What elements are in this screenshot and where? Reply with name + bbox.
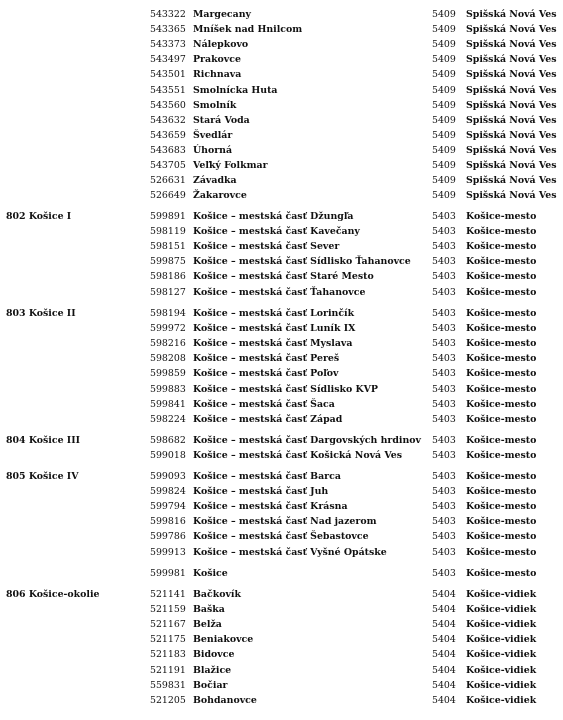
office-name: Košice-mesto: [466, 398, 537, 410]
municipality-name: Margecany: [193, 9, 251, 20]
municipality-name: Richnava: [193, 69, 242, 81]
office-name: Spišská Nová Ves: [466, 129, 557, 141]
office-name: Spišská Nová Ves: [466, 160, 557, 171]
table-row: [0, 448, 563, 463]
municipality-name: Baška: [193, 604, 225, 616]
municipality-name: Košice: [193, 568, 228, 579]
table-row: [0, 545, 563, 560]
municipality-name: Mníšek nad Hnilcom: [193, 24, 303, 36]
municipality-name: Košice – mestská časť Dargovských hrdinov: [193, 435, 421, 446]
municipality-code: 599786: [150, 531, 186, 543]
office-name: Košice-mesto: [466, 338, 537, 350]
table-row: [0, 285, 563, 300]
office-name: Košice-mesto: [466, 450, 537, 462]
table-row: [0, 188, 563, 203]
table-row: [0, 321, 563, 336]
office-code: 5404: [432, 589, 456, 600]
municipality-code: 598224: [150, 413, 186, 425]
municipality-code: 543659: [150, 129, 186, 141]
table-row: [0, 7, 563, 22]
office-code: 5403: [432, 241, 456, 253]
office-name: Spišská Nová Ves: [466, 175, 557, 187]
office-code: 5403: [432, 323, 456, 335]
table-row: [0, 647, 563, 662]
table-row: [0, 209, 563, 224]
office-name: Košice-mesto: [466, 568, 537, 579]
municipality-name: Stará Voda: [193, 114, 250, 126]
municipality-name: Smolník: [193, 99, 237, 111]
office-name: Košice-mesto: [466, 241, 537, 253]
municipality-code: 598208: [150, 353, 186, 365]
municipality-code: 543560: [150, 99, 186, 111]
table-row: [0, 529, 563, 544]
office-name: Košice-vidiek: [466, 694, 537, 706]
office-code: 5409: [432, 24, 456, 36]
municipality-code: 599824: [150, 486, 186, 498]
municipality-name: Košice – mestská časť Staré Mesto: [193, 271, 374, 283]
municipality-code: 599891: [150, 211, 186, 222]
office-code: 5409: [432, 144, 456, 156]
office-name: Košice-mesto: [466, 486, 537, 498]
table-row: [0, 397, 563, 412]
municipality-code: 543683: [150, 144, 186, 156]
office-name: Spišská Nová Ves: [466, 9, 557, 20]
office-code: 5403: [432, 516, 456, 528]
office-code: 5409: [432, 9, 456, 20]
municipality-code: 521167: [150, 619, 186, 631]
municipality-name: Košice – mestská časť Sídlisko Ťahanovce: [193, 256, 411, 268]
municipality-code: 543551: [150, 84, 186, 96]
office-code: 5409: [432, 175, 456, 187]
office-code: 5403: [432, 471, 456, 482]
municipality-code: 599883: [150, 383, 186, 395]
office-name: Spišská Nová Ves: [466, 99, 557, 111]
office-name: Košice-mesto: [466, 413, 537, 425]
municipality-name: Košice – mestská časť Krásna: [193, 501, 348, 513]
office-name: Košice-mesto: [466, 271, 537, 283]
municipality-code: 599875: [150, 256, 186, 268]
table-row: [0, 113, 563, 128]
municipality-code: 598119: [150, 226, 186, 238]
office-code: 5403: [432, 271, 456, 283]
office-name: Spišská Nová Ves: [466, 54, 557, 66]
office-code: 5409: [432, 160, 456, 171]
municipality-name: Košice – mestská časť Západ: [193, 413, 343, 425]
office-name: Košice-mesto: [466, 323, 537, 335]
table-row: [0, 37, 563, 52]
municipality-code: 543705: [150, 160, 186, 171]
municipality-name: Blažice: [193, 664, 232, 676]
table-row: [0, 499, 563, 514]
municipality-code: 526631: [150, 175, 186, 187]
table-row: [0, 469, 563, 484]
table-row: [0, 602, 563, 617]
table-row: [0, 617, 563, 632]
office-code: 5403: [432, 501, 456, 513]
table-row: [0, 693, 563, 708]
municipality-code: 598127: [150, 286, 186, 298]
municipality-code: 521205: [150, 694, 186, 706]
table-row: [0, 254, 563, 269]
table-row: [0, 269, 563, 284]
municipality-name: Žakarovce: [193, 190, 247, 202]
municipality-code: 543501: [150, 69, 186, 81]
municipality-code: 598216: [150, 338, 186, 350]
office-name: Spišská Nová Ves: [466, 190, 557, 202]
municipality-code: 599972: [150, 323, 186, 335]
office-code: 5403: [432, 256, 456, 268]
table-row: [0, 239, 563, 254]
office-code: 5409: [432, 54, 456, 66]
office-code: 5403: [432, 338, 456, 350]
municipality-name: Košice – mestská časť Pereš: [193, 353, 340, 365]
municipality-code: 599816: [150, 516, 186, 528]
office-code: 5404: [432, 694, 456, 706]
office-code: 5403: [432, 368, 456, 380]
office-code: 5403: [432, 308, 456, 319]
office-name: Spišská Nová Ves: [466, 24, 557, 36]
office-code: 5404: [432, 649, 456, 661]
office-name: Košice-mesto: [466, 435, 537, 446]
table-row: [0, 663, 563, 678]
office-code: 5404: [432, 679, 456, 691]
office-name: Košice-mesto: [466, 471, 537, 482]
municipality-code: 599981: [150, 568, 186, 579]
office-name: Košice-mesto: [466, 368, 537, 380]
municipality-name: Košice – mestská časť Luník IX: [193, 323, 356, 335]
office-code: 5404: [432, 619, 456, 631]
table-row: [0, 143, 563, 158]
municipality-code: 543365: [150, 24, 186, 36]
office-code: 5404: [432, 634, 456, 646]
office-code: 5403: [432, 435, 456, 446]
district-label: 803 Košice II: [6, 308, 76, 319]
office-code: 5404: [432, 604, 456, 616]
office-code: 5409: [432, 99, 456, 111]
table-row: [0, 67, 563, 82]
municipality-code: 526649: [150, 190, 186, 202]
municipality-name: Košice – mestská časť Sever: [193, 241, 340, 253]
table-row: [0, 306, 563, 321]
municipality-name: Košice – mestská časť Šaca: [193, 398, 335, 410]
municipality-name: Bačkovík: [193, 589, 241, 600]
table-row: [0, 336, 563, 351]
municipality-code: 521191: [150, 664, 186, 676]
municipality-name: Košice – mestská časť Džungľa: [193, 211, 354, 222]
municipality-name: Bočiar: [193, 679, 228, 691]
district-label: 802 Košice I: [6, 211, 72, 222]
table-row: [0, 98, 563, 113]
office-code: 5409: [432, 69, 456, 81]
municipality-name: Bohdanovce: [193, 694, 257, 706]
office-code: 5403: [432, 568, 456, 579]
office-name: Spišská Nová Ves: [466, 114, 557, 126]
office-code: 5403: [432, 486, 456, 498]
table-row: [0, 128, 563, 143]
municipality-code: 599018: [150, 450, 186, 462]
office-name: Spišská Nová Ves: [466, 69, 557, 81]
municipality-name: Košice – mestská časť Ťahanovce: [193, 286, 366, 298]
municipality-code: 521175: [150, 634, 186, 646]
office-name: Košice-mesto: [466, 531, 537, 543]
office-name: Košice-mesto: [466, 516, 537, 528]
municipality-name: Nálepkovo: [193, 39, 249, 51]
municipality-code: 599913: [150, 546, 186, 558]
municipality-name: Košice – mestská časť Barca: [193, 471, 341, 482]
municipality-code: 521159: [150, 604, 186, 616]
table-row: [0, 22, 563, 37]
office-code: 5403: [432, 353, 456, 365]
municipality-name: Košice – mestská časť Šebastovce: [193, 531, 369, 543]
office-name: Košice-mesto: [466, 383, 537, 395]
office-name: Košice-vidiek: [466, 649, 537, 661]
municipality-name: Veľký Folkmar: [193, 160, 268, 171]
office-code: 5409: [432, 190, 456, 202]
municipality-name: Košice – mestská časť Košická Nová Ves: [193, 450, 403, 462]
office-name: Košice-vidiek: [466, 664, 537, 676]
office-code: 5403: [432, 531, 456, 543]
office-name: Košice-mesto: [466, 353, 537, 365]
table-row: [0, 173, 563, 188]
office-code: 5403: [432, 211, 456, 222]
municipality-code: 599093: [150, 471, 186, 482]
municipality-name: Košice – mestská časť Vyšné Opátske: [193, 546, 387, 558]
office-name: Košice-vidiek: [466, 589, 537, 600]
district-label: 806 Košice-okolie: [6, 589, 100, 600]
office-name: Košice-mesto: [466, 286, 537, 298]
table-row: [0, 433, 563, 448]
district-label: 805 Košice IV: [6, 471, 79, 482]
office-name: Košice-mesto: [466, 256, 537, 268]
office-name: Košice-vidiek: [466, 634, 537, 646]
office-code: 5403: [432, 383, 456, 395]
municipality-name: Košice – mestská časť Kavečany: [193, 226, 360, 238]
table-row: [0, 224, 563, 239]
district-label: 804 Košice III: [6, 435, 80, 446]
office-name: Košice-mesto: [466, 211, 537, 222]
table-row: [0, 158, 563, 173]
table-row: [0, 484, 563, 499]
municipality-code: 543322: [150, 9, 186, 20]
office-code: 5403: [432, 398, 456, 410]
municipality-name: Úhorná: [193, 144, 233, 156]
office-name: Košice-mesto: [466, 501, 537, 513]
table-row: [0, 566, 563, 581]
table-row: [0, 366, 563, 381]
table-row: [0, 678, 563, 693]
municipality-name: Švedlár: [193, 129, 233, 141]
table-row: [0, 412, 563, 427]
office-code: 5409: [432, 114, 456, 126]
municipality-code: 598186: [150, 271, 186, 283]
table-row: [0, 351, 563, 366]
municipality-code: 598194: [150, 308, 186, 319]
municipality-code: 598151: [150, 241, 186, 253]
municipality-name: Košice – mestská časť Sídlisko KVP: [193, 383, 378, 395]
office-code: 5409: [432, 129, 456, 141]
municipality-name: Belža: [193, 619, 222, 631]
office-name: Košice-vidiek: [466, 604, 537, 616]
office-code: 5409: [432, 84, 456, 96]
municipality-code: 599841: [150, 398, 186, 410]
municipality-name: Košice – mestská časť Poľov: [193, 368, 339, 380]
municipality-code: 599859: [150, 368, 186, 380]
municipality-name: Košice – mestská časť Myslava: [193, 338, 353, 350]
office-name: Spišská Nová Ves: [466, 84, 557, 96]
office-name: Košice-vidiek: [466, 679, 537, 691]
municipality-name: Závadka: [193, 175, 237, 187]
office-name: Spišská Nová Ves: [466, 144, 557, 156]
municipality-code: 543497: [150, 54, 186, 66]
office-code: 5409: [432, 39, 456, 51]
municipality-code: 521141: [150, 589, 186, 600]
municipality-code: 599794: [150, 501, 186, 513]
municipality-code: 559831: [150, 679, 186, 691]
office-code: 5403: [432, 546, 456, 558]
table-row: [0, 514, 563, 529]
office-name: Košice-vidiek: [466, 619, 537, 631]
table-row: [0, 52, 563, 67]
office-code: 5403: [432, 226, 456, 238]
municipality-code: 543632: [150, 114, 186, 126]
office-code: 5403: [432, 286, 456, 298]
municipality-code: 543373: [150, 39, 186, 51]
office-name: Košice-mesto: [466, 546, 537, 558]
table-row: [0, 83, 563, 98]
table-row: [0, 382, 563, 397]
municipality-name: Beniakovce: [193, 634, 254, 646]
municipality-code: 598682: [150, 435, 186, 446]
municipality-name: Smolnícka Huta: [193, 84, 278, 96]
municipality-name: Prakovce: [193, 54, 241, 66]
table-row: [0, 632, 563, 647]
table-row: [0, 587, 563, 602]
office-code: 5403: [432, 450, 456, 462]
office-name: Spišská Nová Ves: [466, 39, 557, 51]
municipality-name: Bidovce: [193, 649, 235, 661]
office-name: Košice-mesto: [466, 308, 537, 319]
office-name: Košice-mesto: [466, 226, 537, 238]
office-code: 5403: [432, 413, 456, 425]
municipality-code: 521183: [150, 649, 186, 661]
office-code: 5404: [432, 664, 456, 676]
municipality-name: Košice – mestská časť Lorinčík: [193, 308, 355, 319]
municipality-name: Košice – mestská časť Juh: [193, 486, 329, 498]
municipality-name: Košice – mestská časť Nad jazerom: [193, 516, 377, 528]
